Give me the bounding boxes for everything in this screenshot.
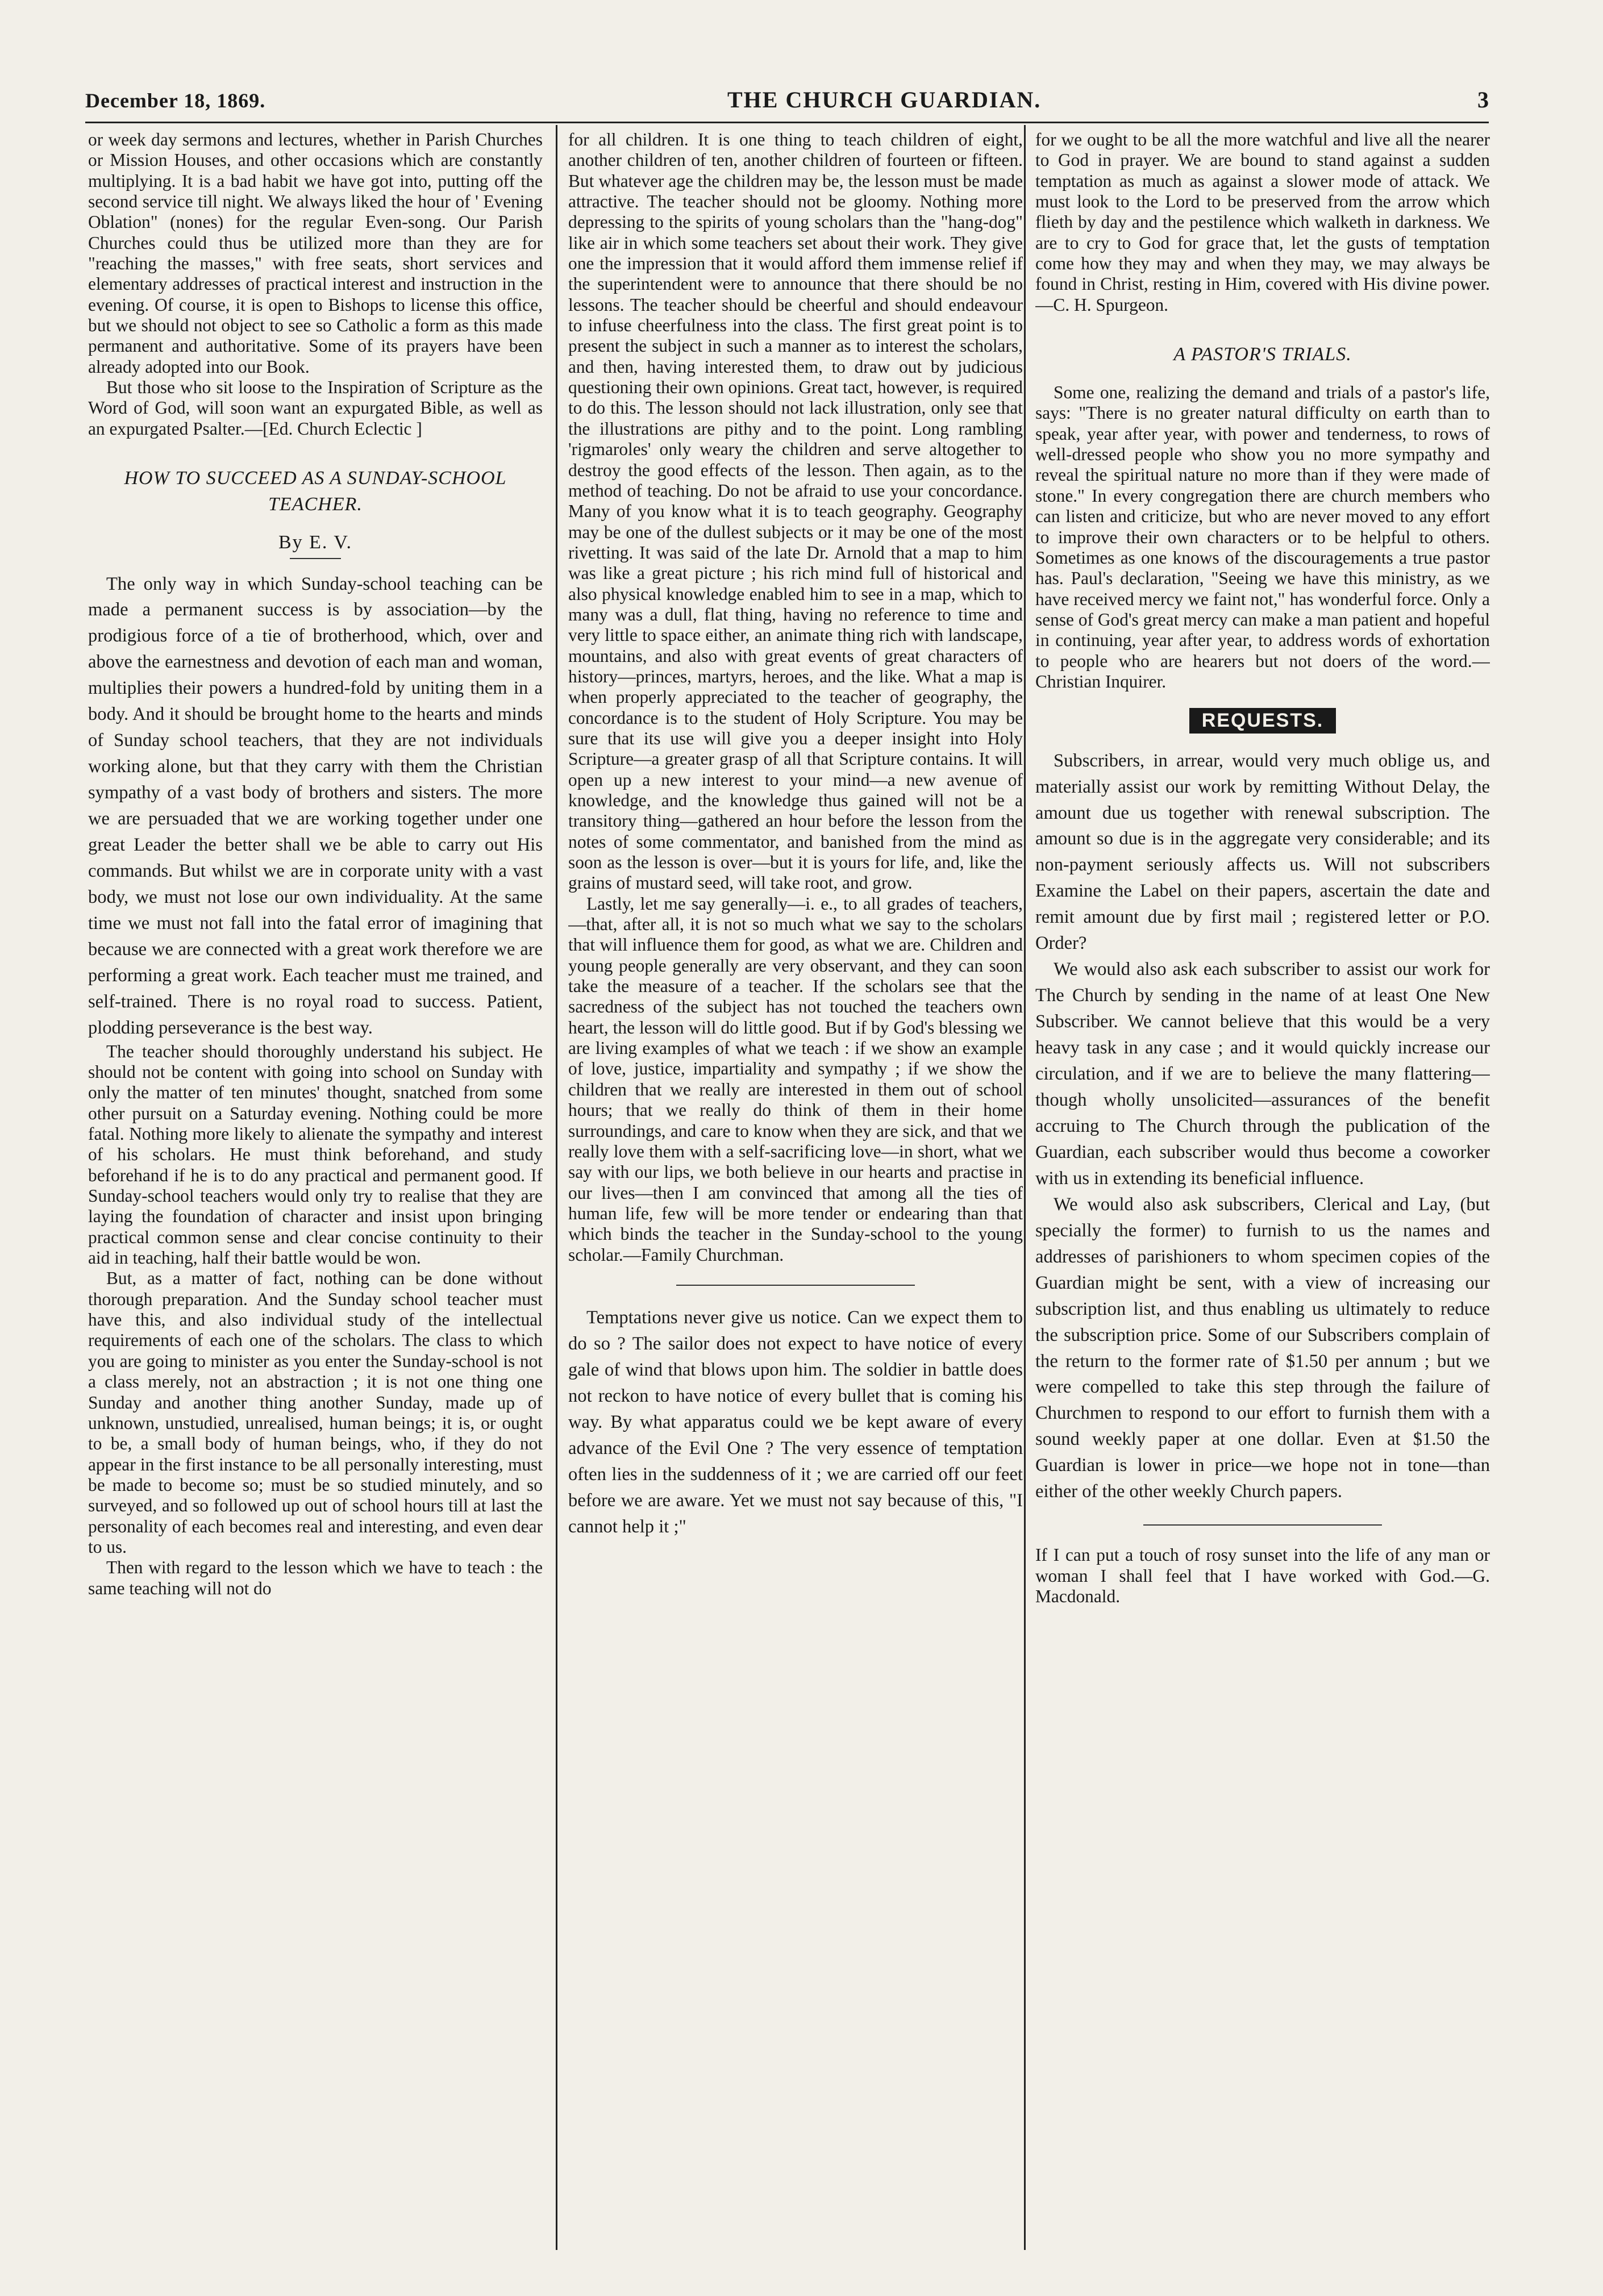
issue-date: December 18, 1869. [85,89,266,112]
divider [676,1285,915,1286]
masthead-title: THE CHURCH GUARDIAN. [727,87,1042,112]
page-header [85,85,1489,119]
article-paragraph: We would also ask subscribers, Clerical and Lay, (but specially the former) to furnish to us the names and addresses of parishioners to whom specimen copies of the Guardian might be sent, with a view of increasing our subscription list, and thus enabling us ultimately to reduce the subscription price. Some of our Subscribers complain of the return to the former rate of $1.50 per annum ; but we were compelled to take this step through the failure of Churchmen to respond to our effort to furnish them with a sound weekly paper at one dollar. Even at $1.50 the Guardian is lower in price—we hope not in tone—than either of the other weekly Church papers. [1035,1194,1490,1502]
article-paragraph: for all children. It is one thing to teach children of eight, another children of ten, another children of fourteen or fifteen. But whatever age the children may be, the lesson must be made attractive. The teacher should not be gloomy. Nothing more depressing to the spirits of young scholars than the "hang-dog" like air in which some teachers set about their work. They give one the impression that it would afford them immense relief if the superintendent were to announce that there should be no lessons. The teacher should be cheerful and should endeavour to infuse cheerfulness into the class. The first great point is to present the subject in such a manner as to interest the scholars, and then, having interested them, to draw out by judicious questioning their own opinions. Great tact, however, is required to do this. The lesson should not lack illustration, only see that the illustrations are pithy and to the point. Long rambling 'rigmaroles' only weary the children and serve altogether to destroy the good effects of the lesson. Then again, as to the method of teaching. Do not be afraid to use your concordance. Many of you know what it is to teach geography. Geography may be one of the dullest subjects or it may be one of the most rivetting. It was said of the late Dr. Arnold that a map to him was like a great picture ; his rich mind full of historical and also physical knowledge enabled him to see in a map, which to many was a dull, flat thing, having no reference to time and very little to space either, an animate thing rich with landscape, mountains, and also with great events of great characters of history—princes, martyrs, heroes, and the like. What a map is when properly appreciated to the teacher of geography, the concordance is to the student of Holy Scripture. You may be sure that its use will give you a deeper insight into Holy Scripture—a greater grasp of all that Scripture contains. It will open up a new interest to your mind—a new avenue of knowledge, and the knowledge thus gained will not be a transitory thing—gathered an hour before the lesson from the notes of some commentator, and banished from the mind as soon as the lesson is over—but it is yours for life, and, like the grains of mustard seed, will take root, and grow. [568,130,1023,893]
column-2 [568,130,1023,2232]
article-paragraph: Some one, realizing the demand and trials of a pastor's life, says: "There is no greater natural difficulty on earth than to speak, year after year, with power and tenderness, to rows of well-dressed people who show you no more sympathy and reveal the spiritual nature no more than if they were made of stone." In every congregation there are church members who can listen and criticize, but who are never moved to any effort to improve their own characters or to be helpful to others. Sometimes as one knows of the discouragements a true pastor has. Paul's declaration, "Seeing we have this ministry, as we have received mercy we faint not," has wonderful force. Only a sense of God's great mercy can make a man patient and hopeful in continuing, year after year, to address words of exhortation to people who are hearers but not doers of the word.—Christian Inquirer. [1035,382,1490,691]
article-paragraph: We would also ask each subscriber to assist our work for The Church by sending in the name of at least One New Subscriber. We cannot believe that this would be a very heavy task in any case ; and it would quickly increase our circulation, and if we are to believe the many flattering—though wholly unsolicited—assurances of the benefit accruing to The Church through the publication of the Guardian, each subscriber would thus become a coworker with us in extending its beneficial influence. [1035,959,1490,1189]
article-heading: HOW TO SUCCEED AS A SUNDAY-SCHOOL TEACHER. [124,468,507,515]
requests-label: REQUESTS. [1189,708,1336,733]
header-rule [85,122,1489,123]
article-byline: By E. V. [278,532,352,553]
article-paragraph: for we ought to be all the more watchful and live all the nearer to God in prayer. We are bound to stand against a sudden temptation as much as against a slower mode of attack. We must look to the Lord to be preserved from the arrow which flieth by day and the pestilence which walketh in darkness. We are to cry to God for grace that, let the gusts of temptation come how they may and when they may, we may always be found in Christ, resting in Him, covered with His divine power.—C. H. Spurgeon. [1035,130,1490,315]
divider [290,558,341,559]
column-3 [1035,130,1490,2232]
article-heading: A PASTOR'S TRIALS. [1173,344,1352,365]
article-paragraph: But, as a matter of fact, nothing can be done without thorough preparation. And the Sunday school teacher must have this, and also individual study of the intellectual requirements of each one of the scholars. The class to which you are going to minister as you enter the Sunday-school is not a class merely, not an abstraction ; it is not one thing one Sunday and another thing another Sunday, made up of unknown, unstudied, unrealised, human beings; it is, or ought to be, a small body of human beings, who, if they do not appear in the first instance to be all personally interesting, must be made to become so; must be so studied minutely, and so surveyed, and so followed up out of school hours till at last the personality of each becomes real and interesting, and even dear to us. [88,1268,543,1557]
column-1 [88,130,543,2232]
column-divider [556,125,557,2250]
column-divider [1024,125,1026,2250]
requests-heading [1035,708,1490,733]
page-number: 3 [1477,87,1489,112]
article-paragraph: Then with regard to the lesson which we have to teach : the same teaching will not do [88,1557,543,1598]
article-paragraph: Subscribers, in arrear, would very much oblige us, and materially assist our work by remitting Without Delay, the amount due us together with renewal subscription. The amount so due is in the aggregate very considerable; and its non-payment seriously affects us. Will not subscribers Examine the Label on their papers, ascertain the date and remit amount due by first mail ; registered letter or P.O. Order? [1035,750,1490,954]
article-paragraph: But those who sit loose to the Inspiration of Scripture as the Word of God, will soon want an expurgated Bible, as well as an expurgated Psalter.—[Ed. Church Eclectic ] [88,377,543,439]
divider [1143,1524,1382,1526]
article-paragraph: Temptations never give us notice. Can we expect them to do so ? The sailor does not expect to have notice of every gale of wind that blows upon him. The soldier in battle does not reckon to have notice of every bullet that is coming his way. By what apparatus could we be kept aware of every advance of the Evil One ? The very essence of temptation often lies in the suddenness of it ; we are carried off our feet before we are aware. Yet we must not say because of this, "I cannot help it ;" [568,1307,1023,1537]
article-paragraph: or week day sermons and lectures, whether in Parish Churches or Mission Houses, and other occasions which are constantly multiplying. It is a bad habit we have got into, putting off the second service till night. We always liked the hour of ' Evening Oblation" (nones) for the regular Even-song. Our Parish Churches could thus be utilized more than they are for "reaching the masses," with free seats, short services and elementary addresses of practical interest and instruction in the evening. Of course, it is open to Bishops to license this office, but we should not object to see so Catholic a form as this made permanent and authoritative. Some of its prayers have been already adopted into our Book. [88,130,543,377]
article-paragraph: Lastly, let me say generally—i. e., to all grades of teachers,—that, after all, it is not so much what we say to the scholars that will influence them for good, as what we are. Children and young people generally are very observant, and they can soon take the measure of a teacher. If the scholars see that the sacredness of the subject has not touched the teachers own heart, the lesson will do little good. But if by God's blessing we are living examples of what we teach : if we show an example of love, justice, impartiality and sympathy ; if we show the children that we really are interested in them out of school hours; that we really do think of them in their home surroundings, and care to know when they are sick, and that we really love them with a self-sacrificing love—in short, what we say with our lips, we both believe in our hearts and practise in our lives—then I am convinced that among all the ties of human life, few will be more tender or endearing than that which binds the teacher in the Sunday-school to the young scholar.—Family Churchman. [568,893,1023,1265]
article-paragraph: The only way in which Sunday-school teaching can be made a permanent success is by association—by the prodigious force of a tie of brotherhood, which, over and above the earnestness and devotion of each man and woman, multiplies their powers a hundred-fold by uniting them in a body. And it should be brought home to the hearts and minds of Sunday school teachers, that they are not individuals working alone, but that they carry with them the Christian sympathy of a vast body of brothers and sisters. The more we are persuaded that we are working together under one great Leader the better shall we be able to carry out His commands. But whilst we are in corporate unity with a vast body, we must not lose our own individuality. At the same time we must not fall into the fatal error of imagining that because we are connected with a great work therefore we are performing a great work. Each teacher must me trained, and self-trained. There is no royal road to success. Patient, plodding perseverance is the best way. [88,573,543,1038]
article-paragraph: The teacher should thoroughly understand his subject. He should not be content with going into school on Sunday with only the matter of ten minutes' thought, snatched from some other pursuit on a Saturday evening. Nothing could be more fatal. Nothing more likely to alienate the sympathy and interest of his scholars. He must think beforehand, and study beforehand if he is to do any practical and permanent good. If Sunday-school teachers would only try to realise that they are laying the foundation of character and insist upon bringing practical common sense and clear concise continuity to their aid in teaching, half their battle would be won. [88,1041,543,1268]
article-paragraph: If I can put a touch of rosy sunset into the life of any man or woman I shall feel that I have worked with God.—G. Macdonald. [1035,1545,1490,1606]
